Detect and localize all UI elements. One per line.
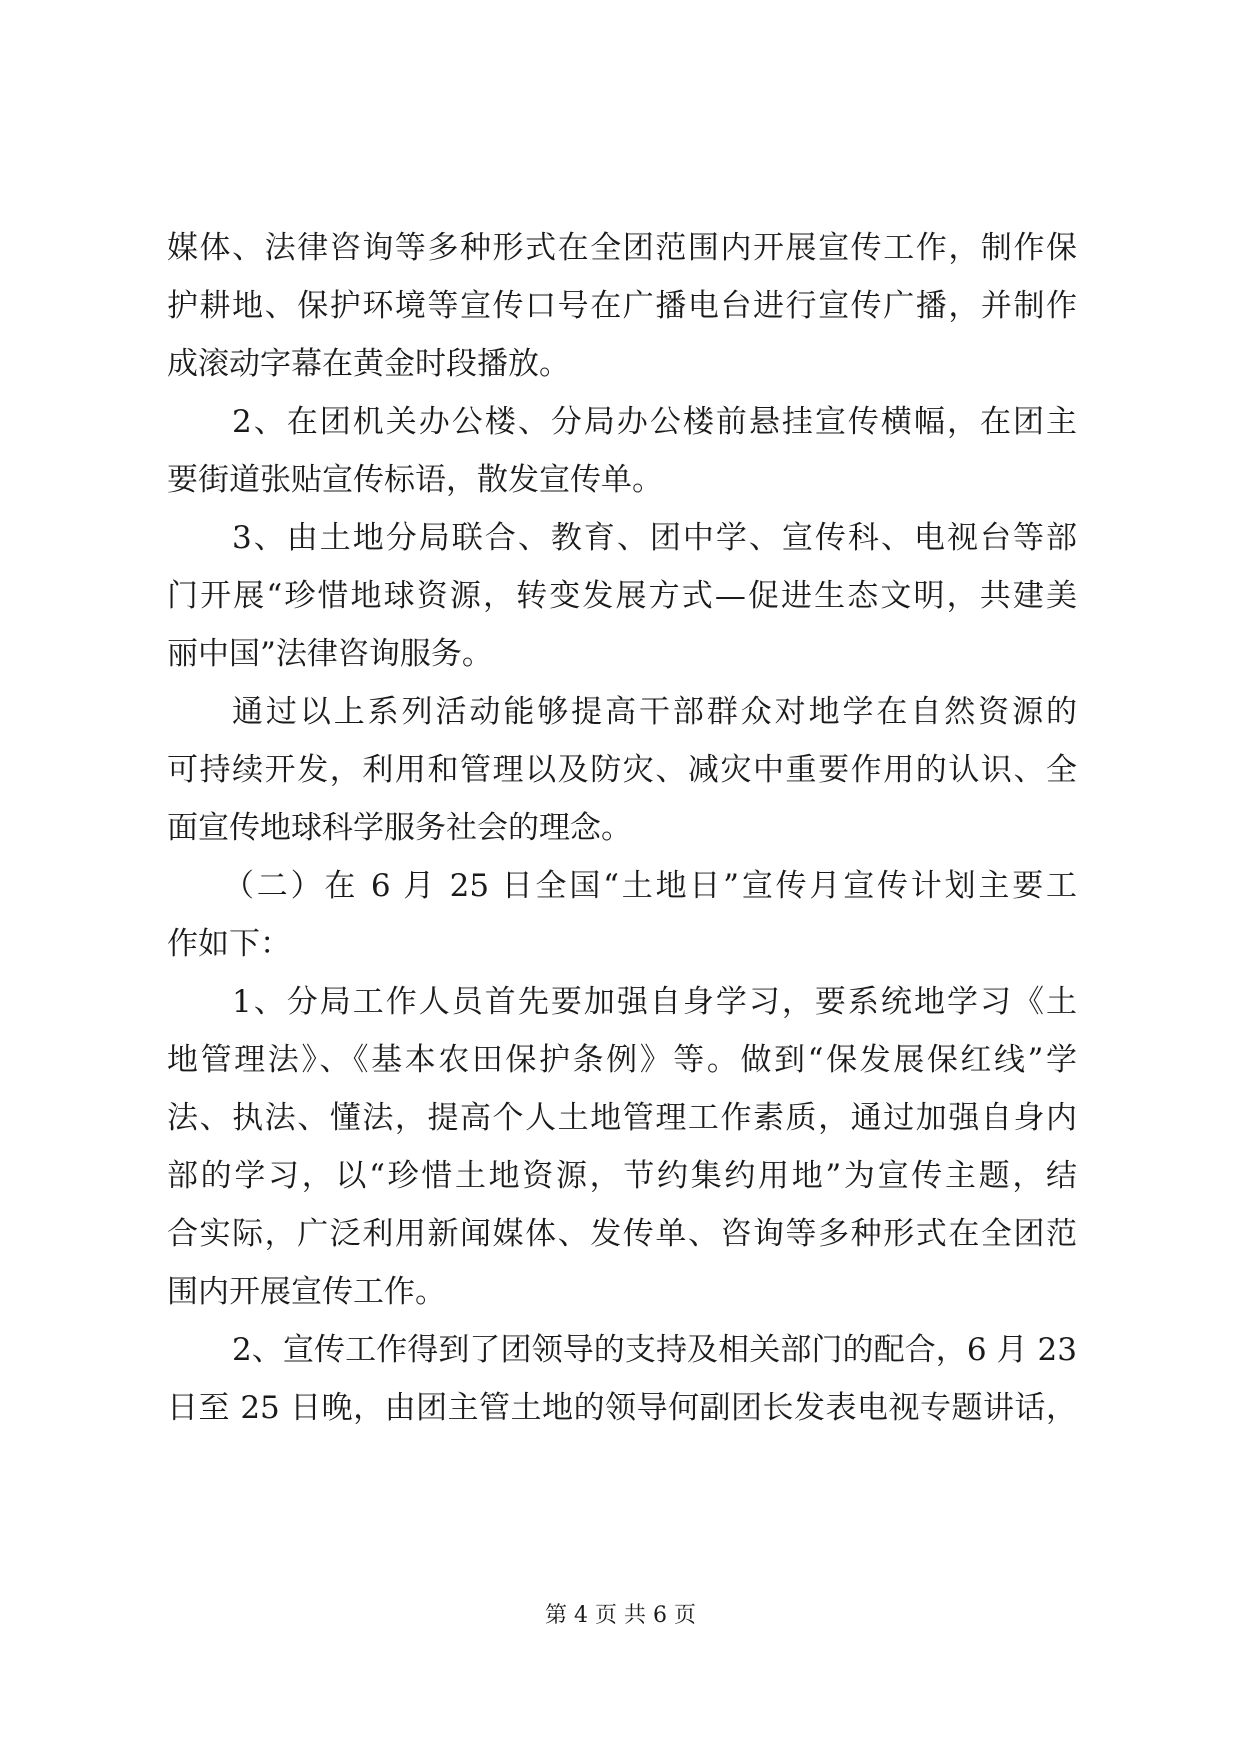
text-line: 日至 25 日晚，由团主管土地的领导何副团长发表电视专题讲话， xyxy=(167,1390,1077,1426)
text-line: 护耕地、保护环境等宣传口号在广播电台进行宣传广播，并制作 xyxy=(167,288,1077,324)
text-line: （二）在 6 月 25 日全国“土地日”宣传月宣传计划主要工 xyxy=(223,868,1077,904)
text-line: 地管理法》、《基本农田保护条例》等。做到“保发展保红线”学 xyxy=(167,1042,1077,1078)
text-line: 2、宣传工作得到了团领导的支持及相关部门的配合，6 月 23 xyxy=(232,1332,1077,1368)
text-line: 法、执法、懂法，提高个人土地管理工作素质，通过加强自身内 xyxy=(167,1100,1077,1136)
text-line: 可持续开发，利用和管理以及防灾、减灾中重要作用的认识、全 xyxy=(167,752,1077,788)
text-line: 通过以上系列活动能够提高干部群众对地学在自然资源的 xyxy=(232,694,1077,730)
text-line: 部的学习，以“珍惜土地资源，节约集约用地”为宣传主题，结 xyxy=(167,1158,1077,1194)
text-line: 围内开展宣传工作。 xyxy=(167,1274,446,1310)
document-body xyxy=(167,230,1077,1448)
text-line: 门开展“珍惜地球资源，转变发展方式—促进生态文明，共建美 xyxy=(167,578,1077,614)
text-line: 媒体、法律咨询等多种形式在全团范围内开展宣传工作，制作保 xyxy=(167,230,1077,266)
text-line: 成滚动字幕在黄金时段播放。 xyxy=(167,346,570,382)
text-line: 2、在团机关办公楼、分局办公楼前悬挂宣传横幅，在团主 xyxy=(232,404,1077,440)
text-line: 面宣传地球科学服务社会的理念。 xyxy=(167,810,632,846)
text-line: 丽中国”法律咨询服务。 xyxy=(167,636,493,672)
text-line: 合实际，广泛利用新闻媒体、发传单、咨询等多种形式在全团范 xyxy=(167,1216,1077,1252)
text-line: 1、分局工作人员首先要加强自身学习，要系统地学习《土 xyxy=(232,984,1077,1020)
text-line: 要街道张贴宣传标语，散发宣传单。 xyxy=(167,462,663,498)
page-number-footer: 第 4 页 共 6 页 xyxy=(545,1603,696,1628)
text-line: 作如下： xyxy=(167,926,291,962)
text-line: 3、由土地分局联合、教育、团中学、宣传科、电视台等部 xyxy=(232,520,1077,556)
